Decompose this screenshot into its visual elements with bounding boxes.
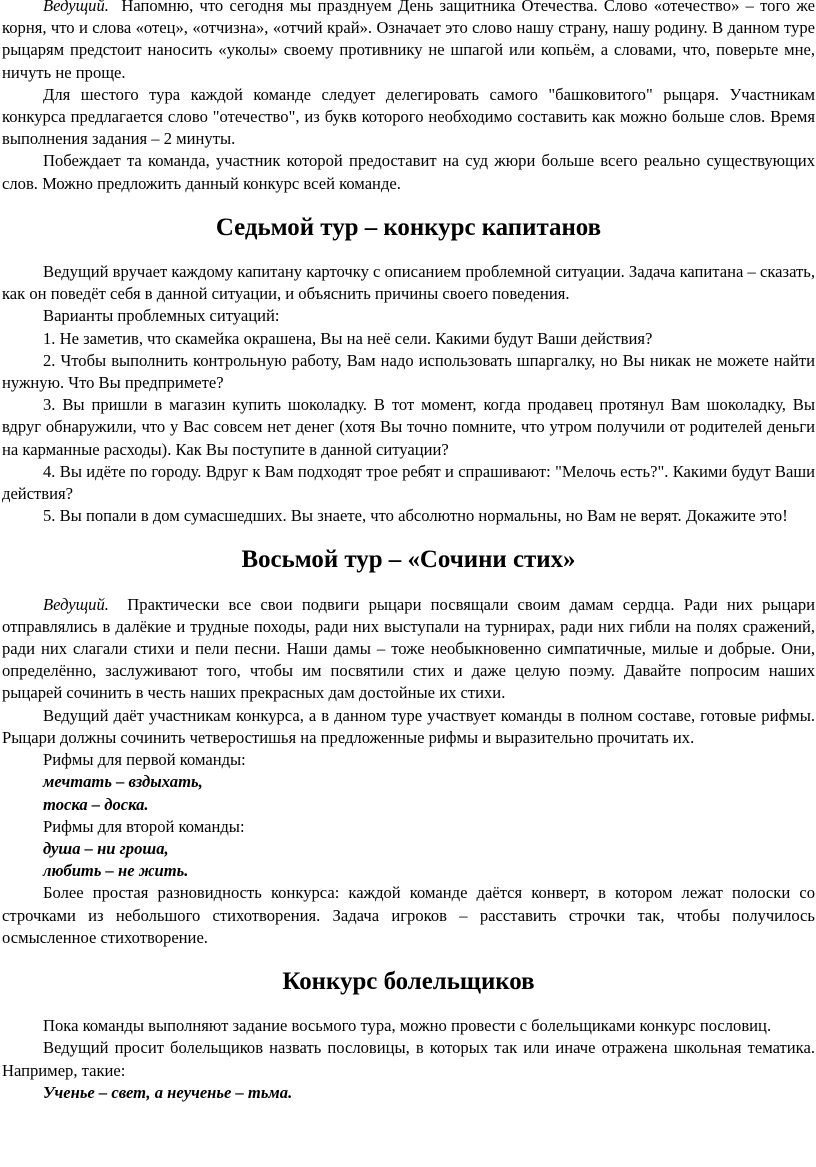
team1-rhymes-label: Рифмы для первой команды: <box>43 750 246 770</box>
speaker-label: Ведущий. <box>43 0 109 15</box>
round7-heading: Седьмой тур – конкурс капитанов <box>215 213 602 241</box>
fans-heading: Конкурс болельщиков <box>282 967 535 995</box>
team2-rhymes-label: Рифмы для второй команды: <box>43 816 245 836</box>
intro-text: Напомню, что сегодня мы празднуем День защитника Отечества. Слово «отечество» – того же корня, что и слова «отец», «отчизна», «отчий край». Означает это слово нашу страну, нашу родину. В данном туре рыцарям предстоит наносить «уколы» своему противнику не шпагой или копьём, а словами, что, поверьте мне, ничуть не проще. <box>2 0 816 82</box>
situation-item: 1. Не заметив, что скамейка окрашена, Вы на неё сели. Какими будут Ваши действия? <box>43 328 653 348</box>
round7-variants-label: Варианты проблемных ситуаций: <box>43 306 280 326</box>
proverb-example: Ученье – свет, а неученье – тьма. <box>43 1082 293 1102</box>
speaker-label: Ведущий. <box>43 594 109 614</box>
situation-item: 4. Вы идёте по городу. Вдруг к Вам подходят трое ребят и спрашивают: "Мелочь есть?". Какими будут Ваши действия? <box>2 461 815 504</box>
round8-intro-paragraph <box>2 594 815 705</box>
rhyme-line: душа – ни гроша, <box>43 838 169 858</box>
rhyme-line: тоска – доска. <box>43 794 149 814</box>
rhyme-line: любить – не жить. <box>43 861 189 881</box>
round6-winner-paragraph: Побеждает та команда, участник которой предоставит на суд жюри больше всего реально существующих слов. Можно предложить данный конкурс всей команде. <box>2 151 815 193</box>
round7-intro-paragraph: Ведущий вручает каждому капитану карточку с описанием проблемной ситуации. Задача капитана – сказать, как он поведёт себя в данной ситуации, и объяснить причины своего поведения. <box>2 262 815 304</box>
situation-item: 3. Вы пришли в магазин купить шоколадку. В тот момент, когда продавец протянул Вам шоколадку, Вы вдруг обнаружили, что у Вас совсем нет денег (хотя Вы точно помните, что утром получили от родителей деньги на карманные расходы). Как Вы поступите в данной ситуации? <box>2 395 815 459</box>
fans-rules-paragraph: Ведущий просит болельщиков назвать пословицы, в которых так или иначе отражена школьная тематика. Например, такие: <box>2 1038 815 1080</box>
situation-item: 2. Чтобы выполнить контрольную работу, Вам надо использовать шпаргалку, но Вы никак не можете найти нужную. Что Вы предпримете? <box>2 350 815 393</box>
round6-rules-paragraph: Для шестого тура каждой команде следует делегировать самого "башковитого" рыцаря. Участникам конкурса предлагается слово "отечество", из букв которого необходимо составить как можно больше слов. Время выполнения задания – 2 минуты. <box>2 84 815 149</box>
round8-intro-text: Практически все свои подвиги рыцари посвящали своим дамам сердца. Ради них рыцари отправлялись в далёкие и трудные походы, ради них выступали на турнирах, ради них гибли на полях сражений, ради них слагали стихи и пели песни. Наши дамы – тоже необыкновенно симпатичные, милые и добрые. Они, определённо, заслуживают того, чтобы им посвятили стих и даже целую поэму. Давайте попросим наших рыцарей сочинить в честь наших прекрасных дам достойные их стихи. <box>2 594 815 703</box>
rhyme-line: мечтать – вздыхать, <box>43 772 203 792</box>
situation-item: 5. Вы попали в дом сумасшедших. Вы знаете, что абсолютно нормальны, но Вам не верят. Докажите это! <box>43 506 788 526</box>
round8-variant-paragraph: Более простая разновидность конкурса: каждой команде даётся конверт, в котором лежат полоски со строчками из небольшого стихотворения. Задача игроков – расставить строчки так, чтобы получилось осмысленное стихотворение. <box>2 883 815 947</box>
fans-intro-paragraph: Пока команды выполняют задание восьмого тура, можно провести с болельщиками конкурс пословиц. <box>43 1016 772 1036</box>
round8-heading: Восьмой тур – «Сочини стих» <box>241 546 576 574</box>
intro-paragraph <box>2 0 815 84</box>
round8-rules-paragraph: Ведущий даёт участникам конкурса, а в данном туре участвует команды в полном составе, готовые рифмы. Рыцари должны сочинить четверостишья на предложенные рифмы и выразительно прочитать их. <box>2 705 815 747</box>
